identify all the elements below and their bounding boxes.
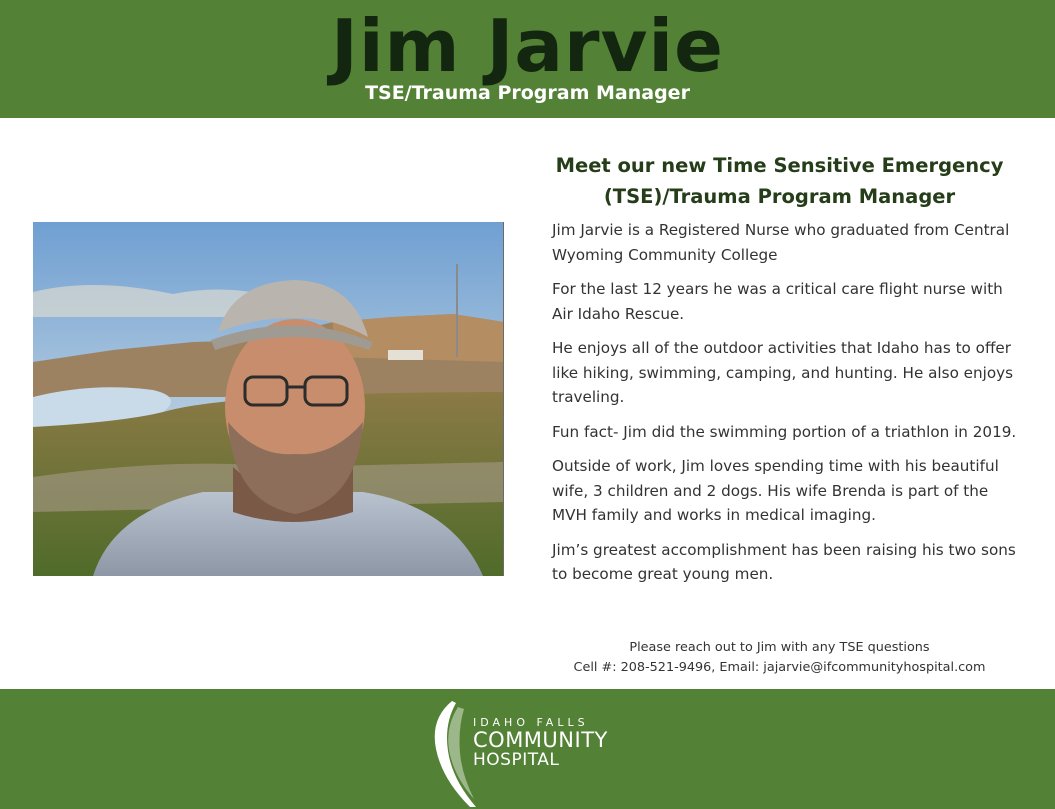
footer-banner	[0, 689, 1055, 809]
page-title: Jim Jarvie	[331, 4, 724, 88]
logo-text-bottom: HOSPITAL	[473, 750, 560, 770]
contact-info	[552, 638, 1007, 678]
headline-line-1: Meet our new Time Sensitive Emergency	[555, 154, 1004, 177]
paragraph-experience: For the last 12 years he was a critical care flight nurse with Air Idaho Rescue.	[552, 280, 1003, 323]
paragraph-fun-fact: Fun fact- Jim did the swimming portion of a triathlon in 2019.	[552, 422, 1017, 441]
paragraph-education: Jim Jarvie is a Registered Nurse who graduated from Central Wyoming Community College	[552, 221, 1010, 264]
article	[552, 150, 1022, 587]
job-title: TSE/Trauma Program Manager	[365, 82, 690, 104]
portrait-photo	[33, 222, 504, 576]
paragraph-family: Outside of work, Jim loves spending time with his beautiful wife, 3 children and 2 dogs. His wife Brenda is part of the MVH family and works in medical imaging.	[552, 457, 999, 524]
article-headline	[552, 150, 1007, 212]
contact-prompt: Please reach out to Jim with any TSE questions	[629, 640, 930, 655]
paragraph-accomplishment: Jim’s greatest accomplishment has been raising his two sons to become great young men.	[552, 540, 1016, 583]
logo-text-middle: COMMUNITY	[473, 728, 608, 752]
portrait-illustration	[33, 222, 504, 576]
logo-text-top: IDAHO FALLS	[473, 716, 589, 729]
contact-details: Cell #: 208-521-9496, Email: jajarvie@ifcommunityhospital.com	[573, 660, 986, 675]
hospital-logo	[430, 699, 630, 809]
header-banner	[0, 0, 1055, 118]
headline-line-2: (TSE)/Trauma Program Manager	[603, 185, 956, 208]
paragraph-hobbies: He enjoys all of the outdoor activities that Idaho has to offer like hiking, swimming, camping, and hunting. He also enjoys traveling.	[552, 339, 1014, 406]
